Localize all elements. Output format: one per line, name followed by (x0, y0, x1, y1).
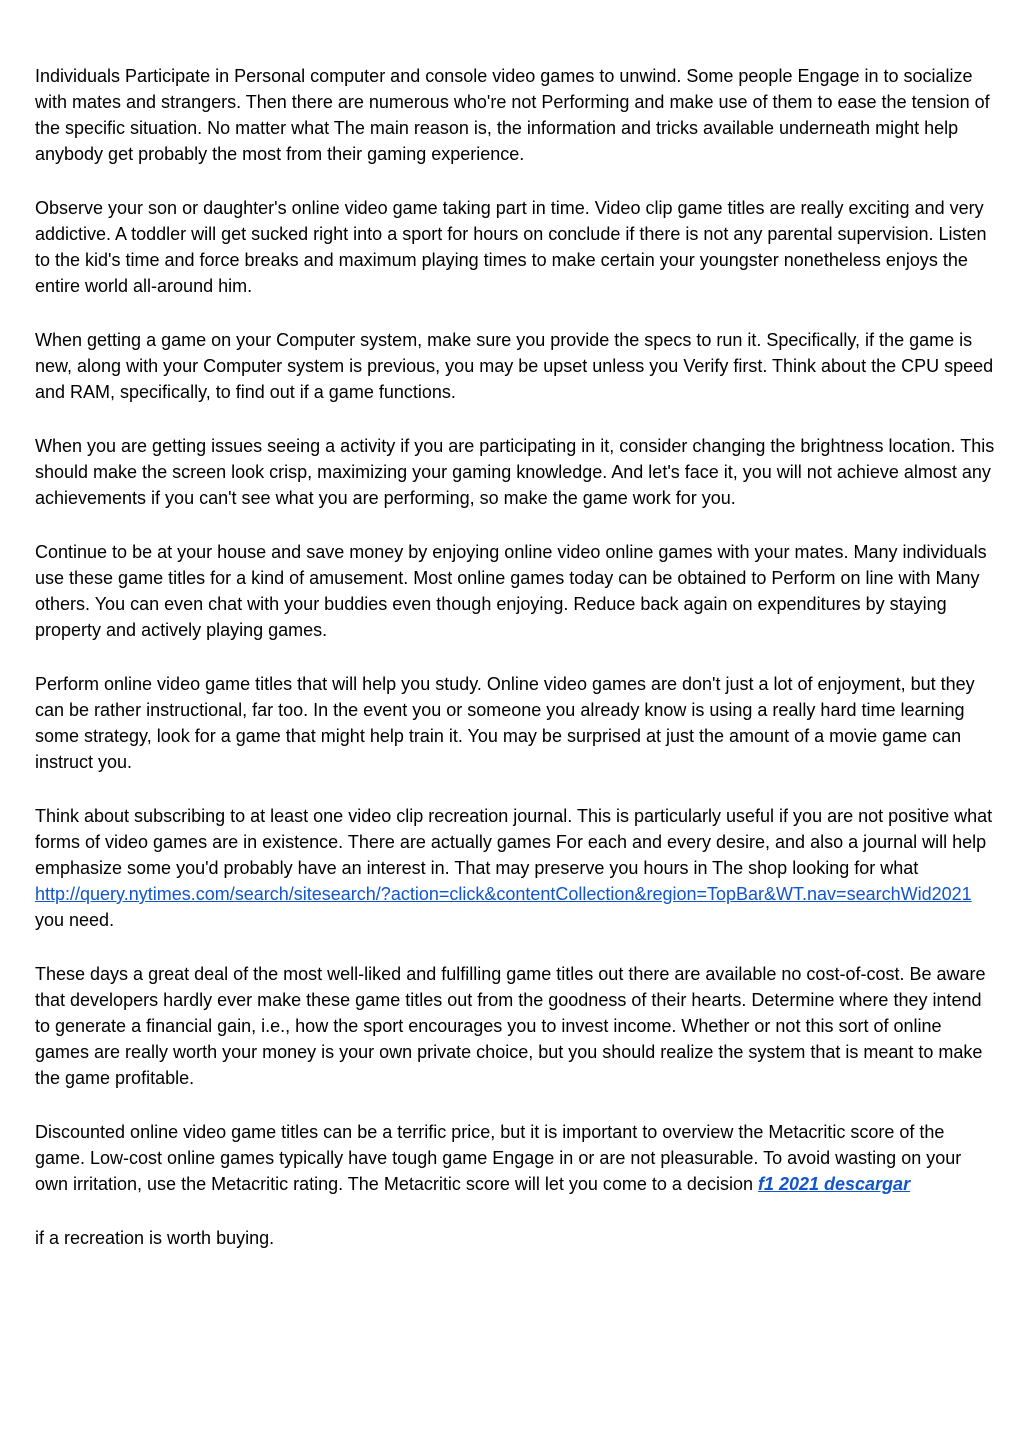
paragraph-9 (35, 1119, 995, 1197)
paragraph-3: When getting a game on your Computer system, make sure you provide the specs to run it. Specifically, if the game is new, along with your Computer system is previous, you may be upset unless you Verify first. Think about the CPU speed and RAM, specifically, to find out if a game functions. (35, 330, 994, 402)
f1-2021-descargar-link[interactable]: f1 2021 descargar (757, 1174, 911, 1194)
paragraph-2: Observe your son or daughter's online video game taking part in time. Video clip game titles are really exciting and very addictive. A toddler will get sucked right into a sport for hours on conclude if there is not any parental supervision. Listen to the kid's time and force breaks and maximum playing times to make certain your youngster nonetheless enjoys the entire world all-around him. (35, 198, 987, 296)
paragraph-8: These days a great deal of the most well-liked and fulfilling game titles out there are available no cost-of-cost. Be aware that developers hardly ever make these game titles out from the goodness of their hearts. Determine where they intend to generate a financial gain, i.e., how the sport encourages you to invest income. Whether or not this sort of online games are really worth your money is your own private choice, but you should realize the system that is meant to make the game profitable. (35, 964, 986, 1088)
paragraph-10: if a recreation is worth buying. (35, 1228, 275, 1248)
document-body (35, 63, 995, 1279)
paragraph-4: When you are getting issues seeing a activity if you are participating in it, consider changing the brightness location. This should make the screen look crisp, maximizing your gaming knowledge. And let's face it, you will not achieve almost any achievements if you can't see what you are performing, so make the game work for you. (35, 436, 995, 508)
paragraph-7 (35, 803, 995, 933)
paragraph-1: Individuals Participate in Personal computer and console video games to unwind. Some people Engage in to socialize with mates and strangers. Then there are numerous who're not Performing and make use of them to ease the tension of the specific situation. No matter what The main reason is, the information and tricks available underneath might help anybody get probably the most from their gaming experience. (35, 66, 990, 164)
paragraph-7-text-after: you need. (35, 910, 115, 930)
nytimes-search-link[interactable]: http://query.nytimes.com/search/sitesearch/?action=click&contentCollection&region=TopBar&WT.nav=searchWid2021 (35, 884, 972, 904)
paragraph-7-text-before: Think about subscribing to at least one video clip recreation journal. This is particularly useful if you are not positive what forms of video games are in existence. There are actually games For each and every desire, and also a journal will help emphasize some you'd probably have an interest in. That may preserve you hours in The shop looking for what (35, 806, 993, 878)
paragraph-9-text-before: Discounted online video game titles can be a terrific price, but it is important to overview the Metacritic score of the game. Low-cost online games typically have tough game Engage in or are not pleasurable. To avoid wasting on your own irritation, use the Metacritic rating. The Metacritic score will let you come to a decision (35, 1122, 962, 1194)
paragraph-6: Perform online video game titles that will help you study. Online video games are don't just a lot of enjoyment, but they can be rather instructional, far too. In the event you or someone you already know is using a really hard time learning some strategy, look for a game that might help train it. You may be surprised at just the amount of a movie game can instruct you. (35, 674, 975, 772)
paragraph-5: Continue to be at your house and save money by enjoying online video online games with your mates. Many individuals use these game titles for a kind of amusement. Most online games today can be obtained to Perform on line with Many others. You can even chat with your buddies even though enjoying. Reduce back again on expenditures by staying property and actively playing games. (35, 542, 987, 640)
